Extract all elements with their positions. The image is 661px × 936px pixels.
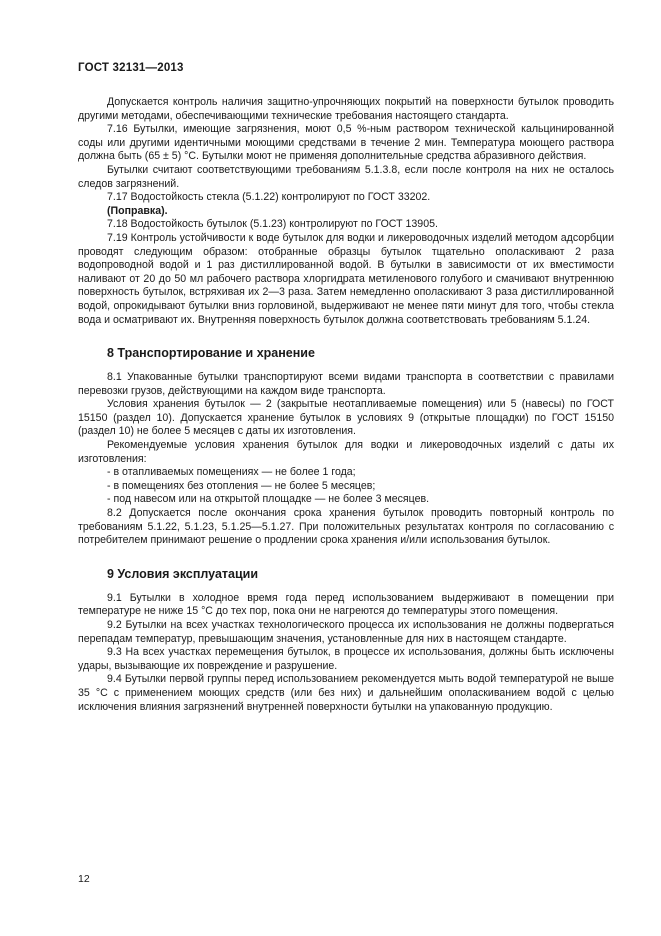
clause-8-2: 8.2 Допускается после окончания срока хранения бутылок проводить повторный контроль по требованиям 5.1.22, 5.1.23, 5.1.25—5.1.27. При положительных результатах контроля по согласованию с потребителем принимают решение о продлении срока хранения и/или использования бутылок. [78,507,614,547]
page-number: 12 [78,873,90,885]
clause-9-4: 9.4 Бутылки первой группы перед использованием рекомендуется мыть водой температурой не выше 35 °С с применением моющих средств (или без них) и дальнейшим ополаскиванием водой с целью исключения влияния загрязнений внутренней поверхности бутылки на упакованную продукцию. [78,673,614,713]
section-9-heading: 9 Условия эксплуатации [107,566,259,581]
paragraph: Рекомендуемые условия хранения бутылок для водки и ликероводочных изделий с даты их изготовления: [78,439,614,465]
clause-9-2: 9.2 Бутылки на всех участках технологического процесса их использования не должны подвергаться перепадам температур, превышающим значения, установленные для них в настоящем стандарте. [78,619,614,645]
paragraph: Допускается контроль наличия защитно-упрочняющих покрытий на поверхности бутылок проводить другими методами, обеспечивающими технические требования настоящего стандарта. [78,96,614,122]
clause-9-1: 9.1 Бутылки в холодное время года перед использованием выдерживают в помещении при температуре не ниже 15 °С до тех пор, пока они не нагреются до температуры этого помещения. [78,591,614,618]
running-header: ГОСТ 32131—2013 [78,62,184,74]
list-item: - в отапливаемых помещениях — не более 1 года; [107,466,356,479]
clause-7-18: 7.18 Водостойкость бутылок (5.1.23) контролируют по ГОСТ 13905. [107,218,438,231]
clause-8-1: 8.1 Упакованные бутылки транспортируют всеми видами транспорта в соответствии с правилами перевозки грузов, действующими на каждом виде транспорта. [78,371,614,397]
page-body [78,96,614,714]
amendment-note: (Поправка). [107,204,168,217]
clause-7-17: 7.17 Водостойкость стекла (5.1.22) контролируют по ГОСТ 33202. [107,191,431,204]
list-item: - под навесом или на открытой площадке — не более 3 месяцев. [107,493,430,506]
paragraph: Условия хранения бутылок — 2 (закрытые неотапливаемые помещения) или 5 (навесы) по ГОСТ 15150 (раздел 10). Допускается хранение бутылок в условиях 9 (открытые площадки) по ГОСТ 15150 (раздел 10) не более 5 месяцев с даты их изготовления. [78,398,614,438]
paragraph: Бутылки считают соответствующими требованиям 5.1.3.8, если после контроля на них не осталось следов загрязнений. [78,163,614,190]
list-item: - в помещениях без отопления — не более 5 месяцев; [107,479,376,492]
clause-7-16: 7.16 Бутылки, имеющие загрязнения, моют 0,5 %-ным раствором технической кальцинированной соды или другими идентичными моющими средствами в течение 2 мин. Температура моющего раствора должна быть (65 ± 5) °С. Бутылки моют не применяя дополнительные средства абразивного действия. [78,123,614,163]
clause-7-19: 7.19 Контроль устойчивости к воде бутылок для водки и ликероводочных изделий методом адсорбции проводят следующим образом: отобранные образцы бутылок тщательно ополаскивают 2 раза водопроводной водой и 1 раз дистиллированной водой. В бутылки в зависимости от их вместимости наливают от 20 до 50 мл рабочего раствора хлоргидрата метиленового голубого и смачивают внутреннюю поверхность бутылок, встряхивая их 2—3 раза. Затем немедленно ополаскивают 3 раза дистиллированной водой, опрокидывают бутылки вниз горловиной, выдерживают не менее пяти минут для того, чтобы стекла вода и осматривают их. Внутренняя поверхность бутылок должна соответствовать требованиям 5.1.24. [78,231,614,326]
section-8-heading: 8 Транспортирование и хранение [107,346,315,361]
clause-9-3: 9.3 На всех участках перемещения бутылок, в процессе их использования, должны быть исключены удары, вызывающие их повреждение и разрушение. [78,646,614,672]
